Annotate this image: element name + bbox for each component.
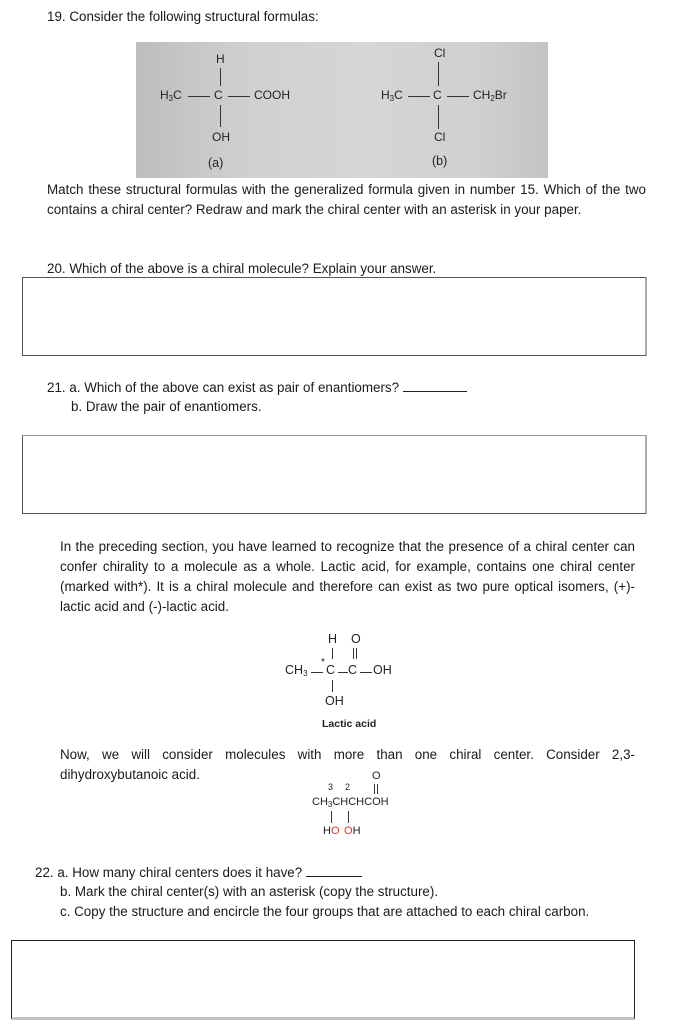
b-bottom-cl: Cl <box>434 130 446 144</box>
dhb-num2: 2 <box>345 782 351 792</box>
a-bond-left <box>188 96 210 97</box>
q22-a-text: 22. a. How many chiral centers does it have? <box>35 865 303 880</box>
dhb-bond-o2 <box>377 784 378 794</box>
q21-a-blank[interactable] <box>403 377 467 392</box>
dhb-oh: OH <box>344 825 361 837</box>
lactic-bond-o1 <box>353 648 354 659</box>
multi-paragraph: Now, we will consider molecules with more than one chiral center. Consider 2,3-dihydroxybutanoic acid. <box>60 747 635 782</box>
q19-body: Match these structural formulas with the generalized formula given in number 15. Which of the two contains a chiral center? Redraw and mark the chiral center with an asterisk in your paper. <box>47 182 646 217</box>
a-top-h: H <box>216 52 225 66</box>
lactic-bond-2 <box>338 672 348 673</box>
lactic-acid-structure <box>285 632 415 732</box>
lactic-oh-bottom: OH <box>325 694 344 708</box>
q20-title: 20. Which of the above is a chiral molecule? Explain your answer. <box>47 261 437 276</box>
q19-title: 19. Consider the following structural formulas: <box>47 9 319 24</box>
intro-paragraph: In the preceding section, you have learned to recognize that the presence of a chiral center can confer chirality to a molecule as a whole. Lactic acid, for example, contains one chiral center (marked with*). It is a chiral molecule and therefore can exist as two pure optical isomers, (+)-lactic acid and (-)-lactic acid. <box>60 539 635 614</box>
q21-a-text: 21. a. Which of the above can exist as pair of enantiomers? <box>47 380 400 395</box>
lactic-asterisk: * <box>321 657 325 668</box>
dhb-bond-c3 <box>331 811 332 823</box>
a-bond-bottom <box>220 105 221 127</box>
b-bond-right <box>447 96 469 97</box>
b-bond-left <box>408 96 430 97</box>
q22-b: b. Mark the chiral center(s) with an asterisk (copy the structure). <box>60 884 439 899</box>
b-bond-top <box>438 62 439 86</box>
q22-c: c. Copy the structure and encircle the four groups that are attached to each chiral carbon. <box>60 904 590 919</box>
a-bottom-oh: OH <box>212 130 230 144</box>
lactic-h: H <box>328 632 338 646</box>
dihydroxybutanoic-structure <box>312 770 422 850</box>
lactic-caption: Lactic acid <box>322 718 377 730</box>
lactic-oh-right: OH <box>373 663 392 677</box>
b-center-c: C <box>433 88 442 102</box>
a-left-h3c: $H_3C$ <box>160 88 182 103</box>
q22-a <box>35 862 362 883</box>
lactic-bond-h <box>332 648 333 659</box>
dhb-chain: $CH_3CHCHCOH$ <box>312 796 389 809</box>
dhb-bond-o1 <box>374 784 375 794</box>
dhb-bond-c2 <box>348 811 349 823</box>
a-label: (a) <box>208 156 224 170</box>
b-left-h3c: $H_3C$ <box>381 88 403 103</box>
lactic-bond-1 <box>311 672 323 673</box>
lactic-bond-o2 <box>356 648 357 659</box>
lactic-bond-3 <box>360 672 372 673</box>
lactic-o: O <box>351 632 361 646</box>
q21-answer-box[interactable] <box>22 435 647 514</box>
q21-a <box>47 377 467 398</box>
lactic-c1: C <box>326 663 336 677</box>
lactic-bond-oh <box>332 680 333 692</box>
a-bond-top <box>220 68 221 86</box>
dhb-num3: 3 <box>328 782 334 792</box>
b-label: (b) <box>432 154 448 168</box>
b-top-cl: Cl <box>434 46 446 60</box>
q21-b: b. Draw the pair of enantiomers. <box>71 399 262 414</box>
lactic-ch3: $CH_3$ <box>285 663 308 678</box>
dhb-ho: HO <box>323 825 340 837</box>
structural-formulas-figure <box>136 42 548 178</box>
dhb-o: O <box>372 770 381 782</box>
q20-answer-box[interactable] <box>22 277 647 356</box>
q22-a-blank[interactable] <box>306 862 362 877</box>
a-center-c: C <box>214 88 223 102</box>
a-bond-right <box>228 96 250 97</box>
lactic-c2: C <box>348 663 358 677</box>
a-right-cooh: COOH <box>254 88 290 102</box>
b-right-ch2br: $CH_2Br$ <box>473 88 507 103</box>
b-bond-bottom <box>438 105 439 129</box>
q22-answer-box[interactable] <box>11 940 635 1020</box>
